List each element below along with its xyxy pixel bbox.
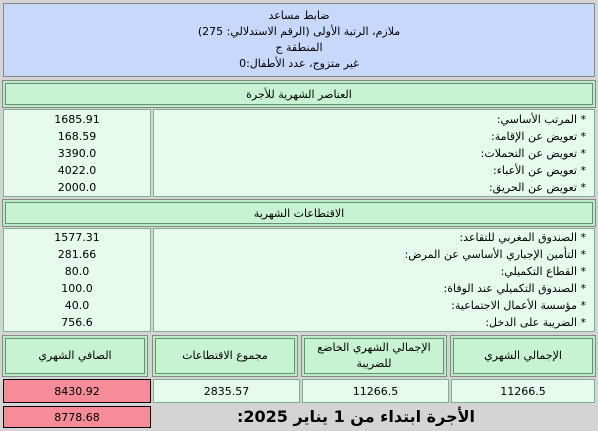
salary-2025-label: الأجرة ابتداء من 1 يناير 2025:: [236, 406, 475, 426]
employee-grade: ضابط مساعد: [268, 9, 330, 22]
deduction-value: 100.0: [61, 282, 93, 295]
salary-label: * تعويض عن الحريق:: [488, 180, 586, 194]
deduction-label: * مؤسسة الأعمال الاجتماعية:: [451, 299, 586, 312]
deductions-total-header: [153, 336, 297, 376]
deduction-label: * التأمين الإجباري الأساسي عن المرض:: [404, 248, 586, 261]
taxable-label: الإجمالي الشهري الخاضع للضريبة: [304, 338, 444, 374]
deduction-label: * الصندوق المغربي للتقاعد:: [459, 231, 586, 244]
taxable-header: [302, 336, 446, 376]
salary-value: 3390.0: [57, 146, 97, 160]
net-label: الصافي الشهري: [5, 338, 145, 374]
deductions-labels-panel: [153, 228, 595, 332]
gross-label: الإجمالي الشهري: [453, 338, 593, 374]
salary-value: 1685.91: [54, 112, 100, 126]
deductions-total-value: 2835.57: [153, 379, 300, 403]
salary-value: 168.59: [57, 129, 97, 143]
gross-header: [451, 336, 595, 376]
net-header: [3, 336, 147, 376]
deduction-label: * الصندوق التكميلي عند الوفاة:: [443, 282, 586, 295]
deduction-value: 40.0: [64, 299, 90, 312]
salary-value: 4022.0: [57, 163, 97, 177]
deduction-value: 1577.31: [54, 231, 100, 244]
deduction-value: 756.6: [61, 316, 93, 329]
salary-elements-title: العناصر الشهرية للأجرة: [5, 83, 593, 105]
employee-family-status: غير متزوج، عدد الأطفال:0: [239, 57, 359, 70]
deduction-value: 80.0: [64, 265, 90, 278]
salary-labels-panel: [153, 109, 595, 197]
employee-zone: المنطقة ج: [275, 41, 323, 54]
salary-label: * تعويض عن الأعباء:: [493, 163, 586, 177]
salary-elements-header: [3, 81, 595, 107]
deduction-label: * الضريبة على الدخل:: [485, 316, 586, 329]
salary-label: * المرتب الأساسي:: [496, 112, 586, 126]
salary-label: * تعويض عن التحملات:: [480, 146, 586, 160]
deduction-value: 281.66: [57, 248, 97, 261]
deductions-title: الاقتطاعات الشهرية: [5, 202, 593, 224]
employee-header: [3, 3, 595, 77]
gross-value: 11266.5: [451, 379, 595, 403]
salary-2025-value: 8778.68: [3, 406, 151, 428]
deductions-total-label: مجموع الاقتطاعات: [155, 338, 295, 374]
employee-rank: ملازم، الرتبة الأولى (الرقم الاستدلالي: 275): [197, 25, 401, 38]
salary-values-panel: [3, 109, 151, 197]
deductions-values-panel: [3, 228, 151, 332]
salary-label: * تعويض عن الإقامة:: [491, 129, 586, 143]
taxable-value: 11266.5: [302, 379, 449, 403]
salary-value: 2000.0: [57, 180, 97, 194]
net-value: 8430.92: [3, 379, 151, 403]
deduction-label: * القطاع التكميلي:: [500, 265, 586, 278]
deductions-header: [3, 200, 595, 226]
